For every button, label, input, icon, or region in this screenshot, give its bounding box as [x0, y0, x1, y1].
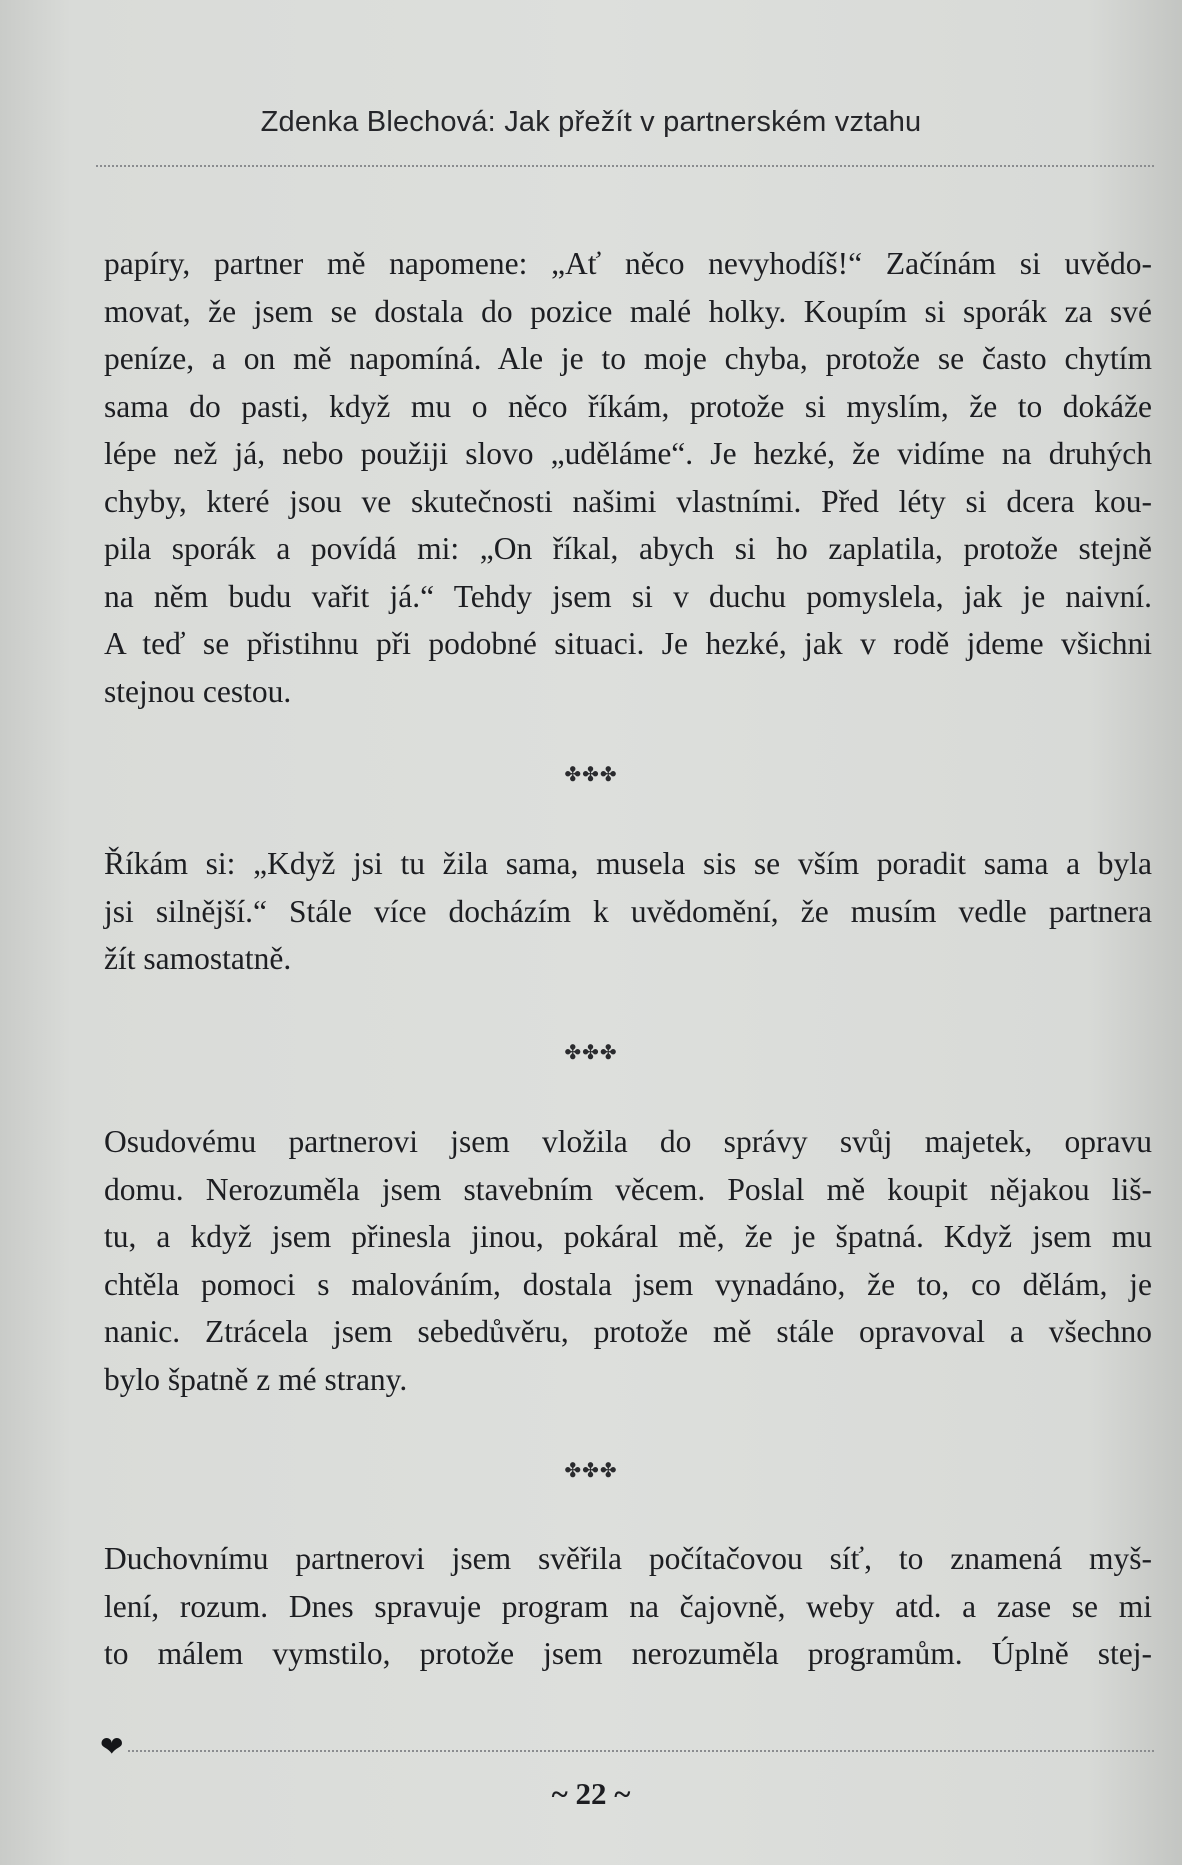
paragraph-line: žít samostatně.: [104, 941, 292, 976]
paragraph-line: chtěla pomoci s malováním, dostala jsem vynadáno, že to, co dělám, je: [104, 1266, 1152, 1302]
paragraph-line: na něm budu vařit já.“ Tehdy jsem si v duchu pomyslela, jak je naivní.: [104, 578, 1152, 614]
paragraph-line: pila sporák a povídá mi: „On říkal, abych si ho zaplatila, protože stejně: [104, 531, 1152, 566]
section-separator-ornament: ✤✤✤: [564, 1458, 618, 1482]
paragraph-line: bylo špatně z mé strany.: [104, 1361, 408, 1397]
paragraph-1: [104, 240, 1152, 715]
section-separator-ornament: ✤✤✤: [564, 1040, 618, 1064]
section-separator-ornament: ✤✤✤: [564, 762, 618, 786]
paragraph-line: to málem vymstilo, protože jsem nerozuměla programům. Úplně stej-: [104, 1636, 1152, 1671]
paragraph-line: Duchovnímu partnerovi jsem svěřila počítačovou síť, to znamená myš-: [104, 1541, 1152, 1576]
paragraph-line: chyby, které jsou ve skutečnosti našimi vlastními. Před léty si dcera kou-: [104, 483, 1152, 519]
footer-dotted-rule: [128, 1750, 1154, 1752]
paragraph-line: jsi silnější.“ Stále více docházím k uvědomění, že musím vedle partnera: [104, 893, 1152, 929]
header-dotted-rule: [96, 165, 1154, 167]
paragraph-line: A teď se přistihnu při podobné situaci. Je hezké, jak v rodě jdeme všichni: [104, 626, 1152, 661]
paragraph-line: papíry, partner mě napomene: „Ať něco nevyhodíš!“ Začínám si uvědo-: [104, 246, 1152, 281]
paragraph-line: tu, a když jsem přinesla jinou, pokáral mě, že je špatná. Když jsem mu: [104, 1219, 1152, 1254]
page-number: ~ 22 ~: [551, 1776, 631, 1811]
paragraph-line: movat, že jsem se dostala do pozice malé holky. Koupím si sporák za své: [104, 293, 1152, 329]
paragraph-line: Osudovému partnerovi jsem vložila do správy svůj majetek, opravu: [104, 1124, 1152, 1159]
paragraph-line: Říkám si: „Když jsi tu žila sama, musela sis se vším poradit sama a byla: [104, 846, 1152, 881]
running-title: Zdenka Blechová: Jak přežít v partnerském vztahu: [260, 106, 922, 138]
paragraph-line: domu. Nerozuměla jsem stavebním věcem. Poslal mě koupit nějakou liš-: [104, 1171, 1152, 1207]
paragraph-4: [104, 1535, 1152, 1678]
paragraph-line: sama do pasti, když mu o něco říkám, protože si myslím, že to dokáže: [104, 388, 1152, 424]
paragraph-line: stejnou cestou.: [104, 673, 292, 709]
paragraph-line: lení, rozum. Dnes spravuje program na čajovně, weby atd. a zase se mi: [104, 1588, 1152, 1624]
paragraph-line: lépe než já, nebo použiji slovo „uděláme“. Je hezké, že vidíme na druhých: [104, 436, 1152, 471]
paragraph-line: peníze, a on mě napomíná. Ale je to moje chyba, protože se často chytím: [104, 341, 1152, 376]
paragraph-2: [104, 840, 1152, 983]
paragraph-line: nanic. Ztrácela jsem sebedůvěru, protože mě stále opravoval a všechno: [104, 1314, 1152, 1349]
paragraph-3: [104, 1118, 1152, 1403]
heart-icon: ❤: [100, 1730, 124, 1763]
